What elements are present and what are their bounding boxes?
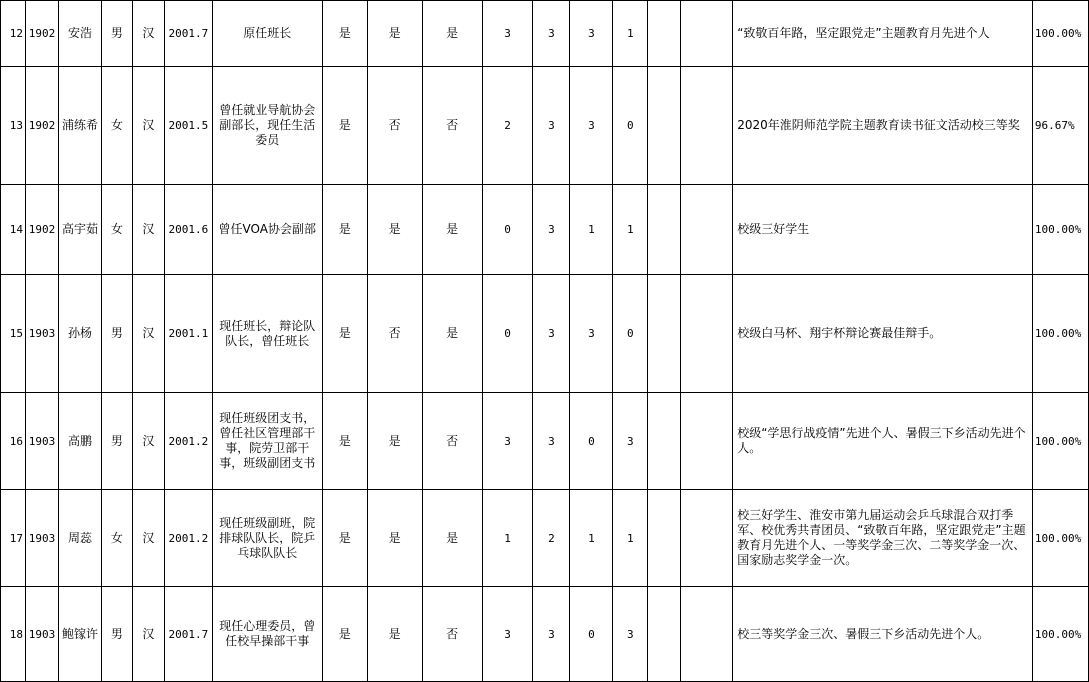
name-cell: 安浩	[58, 1, 101, 67]
awards-cell: 校级“学思行战疫情”先进个人、暑假三下乡活动先进个人。	[733, 393, 1033, 490]
rate-cell: 100.00%	[1032, 587, 1088, 682]
class-cell: 1902	[25, 1, 58, 67]
count-2-cell: 3	[533, 1, 570, 67]
criterion-3-cell: 是	[422, 185, 482, 275]
count-3-cell: 0	[570, 587, 613, 682]
rate-cell: 100.00%	[1032, 275, 1088, 393]
criterion-1-cell: 是	[322, 67, 367, 185]
criterion-1-cell: 是	[322, 275, 367, 393]
rate-cell: 100.00%	[1032, 1, 1088, 67]
table-row	[1, 587, 1089, 682]
count-1-cell: 1	[482, 490, 533, 587]
row-number: 14	[1, 185, 26, 275]
table-row	[1, 1, 1089, 67]
blank-1-cell	[648, 275, 681, 393]
count-3-cell: 1	[570, 490, 613, 587]
count-3-cell: 0	[570, 393, 613, 490]
criterion-2-cell: 是	[367, 185, 422, 275]
count-3-cell: 3	[570, 67, 613, 185]
position-cell: 曾任就业导航协会副部长，现任生活委员	[212, 67, 322, 185]
position-cell: 原任班长	[212, 1, 322, 67]
blank-2-cell	[681, 393, 733, 490]
gender-cell: 男	[101, 275, 132, 393]
class-cell: 1903	[25, 490, 58, 587]
count-4-cell: 0	[613, 275, 648, 393]
awards-cell: 校三等奖学金三次、暑假三下乡活动先进个人。	[733, 587, 1033, 682]
blank-1-cell	[648, 587, 681, 682]
row-number: 12	[1, 1, 26, 67]
table-row	[1, 275, 1089, 393]
criterion-2-cell: 否	[367, 275, 422, 393]
gender-cell: 女	[101, 185, 132, 275]
table-row	[1, 490, 1089, 587]
class-cell: 1903	[25, 587, 58, 682]
ethnicity-cell: 汉	[132, 185, 164, 275]
criterion-2-cell: 否	[367, 67, 422, 185]
blank-1-cell	[648, 393, 681, 490]
class-cell: 1903	[25, 393, 58, 490]
gender-cell: 男	[101, 393, 132, 490]
count-1-cell: 3	[482, 393, 533, 490]
row-number: 16	[1, 393, 26, 490]
blank-1-cell	[648, 67, 681, 185]
position-cell: 曾任VOA协会副部	[212, 185, 322, 275]
birth-cell: 2001.6	[164, 185, 212, 275]
blank-2-cell	[681, 185, 733, 275]
criterion-2-cell: 是	[367, 490, 422, 587]
awards-cell: 校三好学生、淮安市第九届运动会乒乓球混合双打季军、校优秀共青团员、“致敬百年路，坚定跟党走”主题教育月先进个人、一等奖学金三次、二等奖学金一次、国家励志奖学金一次。	[733, 490, 1033, 587]
count-3-cell: 3	[570, 1, 613, 67]
gender-cell: 女	[101, 67, 132, 185]
blank-2-cell	[681, 587, 733, 682]
count-4-cell: 1	[613, 1, 648, 67]
count-2-cell: 3	[533, 67, 570, 185]
ethnicity-cell: 汉	[132, 587, 164, 682]
name-cell: 高宇茹	[58, 185, 101, 275]
gender-cell: 男	[101, 587, 132, 682]
awards-cell: 校级三好学生	[733, 185, 1033, 275]
criterion-3-cell: 否	[422, 67, 482, 185]
birth-cell: 2001.7	[164, 1, 212, 67]
count-1-cell: 3	[482, 1, 533, 67]
birth-cell: 2001.1	[164, 275, 212, 393]
count-2-cell: 3	[533, 275, 570, 393]
blank-2-cell	[681, 275, 733, 393]
criterion-3-cell: 是	[422, 1, 482, 67]
blank-1-cell	[648, 490, 681, 587]
row-number: 15	[1, 275, 26, 393]
criterion-3-cell: 否	[422, 393, 482, 490]
awards-cell: “致敬百年路，坚定跟党走”主题教育月先进个人	[733, 1, 1033, 67]
count-4-cell: 1	[613, 490, 648, 587]
count-1-cell: 0	[482, 275, 533, 393]
criterion-1-cell: 是	[322, 490, 367, 587]
ethnicity-cell: 汉	[132, 275, 164, 393]
ethnicity-cell: 汉	[132, 393, 164, 490]
blank-1-cell	[648, 185, 681, 275]
position-cell: 现任班级团支书，曾任社区管理部干事，院劳卫部干事，班级副团支书	[212, 393, 322, 490]
count-1-cell: 0	[482, 185, 533, 275]
criterion-3-cell: 否	[422, 587, 482, 682]
count-4-cell: 3	[613, 587, 648, 682]
criterion-1-cell: 是	[322, 587, 367, 682]
count-4-cell: 1	[613, 185, 648, 275]
count-2-cell: 3	[533, 393, 570, 490]
criterion-3-cell: 是	[422, 275, 482, 393]
criterion-3-cell: 是	[422, 490, 482, 587]
table-body	[1, 1, 1089, 682]
awards-cell: 2020年淮阴师范学院主题教育读书征文活动校三等奖	[733, 67, 1033, 185]
count-1-cell: 2	[482, 67, 533, 185]
blank-2-cell	[681, 1, 733, 67]
birth-cell: 2001.2	[164, 393, 212, 490]
rate-cell: 100.00%	[1032, 185, 1088, 275]
blank-2-cell	[681, 490, 733, 587]
class-cell: 1902	[25, 185, 58, 275]
name-cell: 高鹏	[58, 393, 101, 490]
name-cell: 鲍镓许	[58, 587, 101, 682]
position-cell: 现任心理委员，曾任校早操部干事	[212, 587, 322, 682]
count-2-cell: 3	[533, 587, 570, 682]
gender-cell: 男	[101, 1, 132, 67]
table-row	[1, 393, 1089, 490]
name-cell: 周蕊	[58, 490, 101, 587]
name-cell: 孙杨	[58, 275, 101, 393]
row-number: 13	[1, 67, 26, 185]
birth-cell: 2001.7	[164, 587, 212, 682]
rate-cell: 100.00%	[1032, 393, 1088, 490]
position-cell: 现任班级副班，院排球队队长，院乒乓球队队长	[212, 490, 322, 587]
blank-2-cell	[681, 67, 733, 185]
table-row	[1, 185, 1089, 275]
awards-cell: 校级白马杯、翔宇杯辩论赛最佳辩手。	[733, 275, 1033, 393]
criterion-2-cell: 是	[367, 1, 422, 67]
birth-cell: 2001.5	[164, 67, 212, 185]
ethnicity-cell: 汉	[132, 490, 164, 587]
count-2-cell: 3	[533, 185, 570, 275]
criterion-2-cell: 是	[367, 393, 422, 490]
criterion-2-cell: 是	[367, 587, 422, 682]
criterion-1-cell: 是	[322, 185, 367, 275]
position-cell: 现任班长，辩论队队长，曾任班长	[212, 275, 322, 393]
count-3-cell: 3	[570, 275, 613, 393]
name-cell: 浦练希	[58, 67, 101, 185]
class-cell: 1903	[25, 275, 58, 393]
rate-cell: 96.67%	[1032, 67, 1088, 185]
class-cell: 1902	[25, 67, 58, 185]
birth-cell: 2001.2	[164, 490, 212, 587]
ethnicity-cell: 汉	[132, 67, 164, 185]
blank-1-cell	[648, 1, 681, 67]
count-2-cell: 2	[533, 490, 570, 587]
count-3-cell: 1	[570, 185, 613, 275]
criterion-1-cell: 是	[322, 393, 367, 490]
row-number: 17	[1, 490, 26, 587]
row-number: 18	[1, 587, 26, 682]
table-row	[1, 67, 1089, 185]
ethnicity-cell: 汉	[132, 1, 164, 67]
criterion-1-cell: 是	[322, 1, 367, 67]
rate-cell: 100.00%	[1032, 490, 1088, 587]
count-4-cell: 3	[613, 393, 648, 490]
gender-cell: 女	[101, 490, 132, 587]
count-4-cell: 0	[613, 67, 648, 185]
count-1-cell: 3	[482, 587, 533, 682]
